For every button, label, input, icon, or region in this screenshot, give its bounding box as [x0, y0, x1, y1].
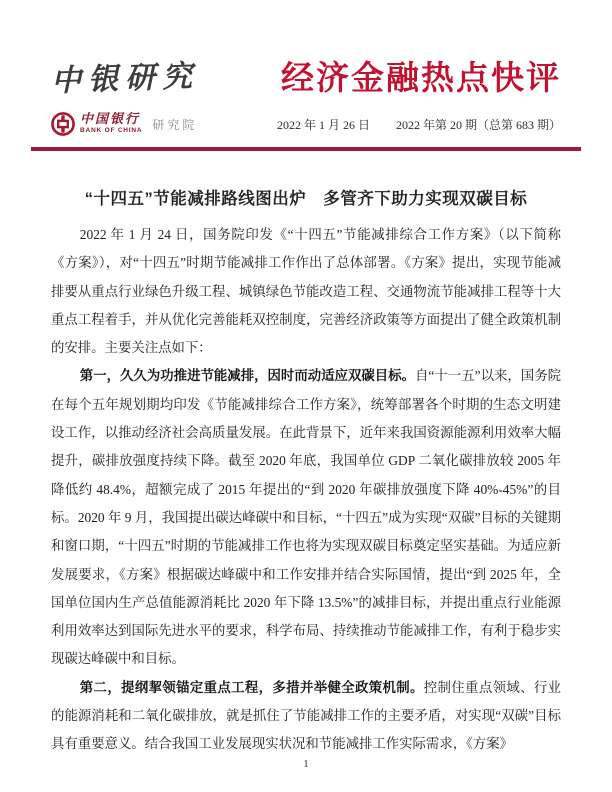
paragraph-point-1-text: 自“十一五”以来，国务院在每个五年规划期均印发《节能减排综合工作方案》，统筹部署各个时期的生态文明建设工作，以推动经济社会高质量发展。在此背景下，近年来我国资源能源利用效率大幅提升，碳排放强度持续下降。截至 2020 年底，我国单位 GDP 二氧化碳排放较 2005 年降低约 48.4%，超额完成了 2015 年提出的“到 2020 年碳排放强度下降 40%-45%”的目标。2020 年 9 月，我国提出碳达峰碳中和目标，“十四五”成为实现“双碳”目标的关键期和窗口期，“十四五”时期的节能减排工作也将为实现双碳目标奠定坚实基础。为适应新发展要求，《方案》根据碳达峰碳中和工作安排并结合实际国情，提出“到 2025 年，全国单位国内生产总值能源消耗比 2020 年下降 13.5%”的减排目标，并提出重点行业能源利用效率达到国际先进水平的要求，科学布局、持续推动节能减排工作，有利于稳步实现碳达峰碳中和目标。	[51, 368, 562, 667]
article-body	[51, 185, 561, 759]
bank-of-china-logo-icon	[51, 112, 75, 136]
boc-research-calligraphy-logo: 中银研究	[50, 58, 200, 99]
paragraph-intro-text: 2022 年 1 月 24 日，国务院印发《“十四五”节能减排综合工作方案》（以下简称《方案》），对“十四五”时期节能减排工作作出了总体部署。《方案》提出，实现节能减排要从重点行业绿色升级工程、城镇绿色节能改造工程、交通物流节能减排工程等十大重点工程着手，并从优化完善能耗双控制度，完善经济政策等方面提出了健全政策机制的安排。主要关注点如下：	[51, 227, 561, 356]
page-number: 1	[303, 758, 309, 770]
paragraph-point-2	[51, 674, 561, 759]
research-institute-label: 研究院	[152, 117, 198, 132]
issue-number: 2022 年第 20 期（总第 683 期）	[395, 117, 561, 132]
paragraph-point-1-lead: 第一，久久为功推进节能减排，因时而动适应双碳目标。	[79, 368, 416, 384]
paragraph-point-1	[51, 362, 561, 673]
report-header	[51, 0, 561, 151]
publication-date: 2022 年 1 月 26 日	[276, 117, 370, 132]
bank-brand	[51, 112, 197, 136]
header-brand-row	[51, 109, 561, 139]
header-divider-rule	[31, 147, 581, 151]
paragraph-point-2-text: 控制住重点领域、行业的能源消耗和二氧化碳排放，就是抓住了节能减排工作的主要矛盾，对实现“双碳”目标具有重要意义。结合我国工业发展现实状况和节能减排工作实际需求，《方案》	[51, 679, 562, 752]
bank-name-english: BANK OF CHINA	[80, 127, 143, 135]
paragraph-point-2-lead: 第二，提纲挈领锚定重点工程，多措并举健全政策机制。	[79, 679, 424, 695]
publication-title: 经济金融热点快评	[281, 59, 561, 96]
bank-wordmark	[80, 113, 142, 135]
article-title: “十四五”节能减排路线图出炉 多管齐下助力实现双碳目标	[84, 190, 528, 208]
issue-meta	[277, 116, 561, 133]
header-top-row	[51, 0, 561, 100]
bank-name-chinese: 中国银行	[80, 112, 141, 128]
paragraph-intro	[51, 221, 561, 362]
